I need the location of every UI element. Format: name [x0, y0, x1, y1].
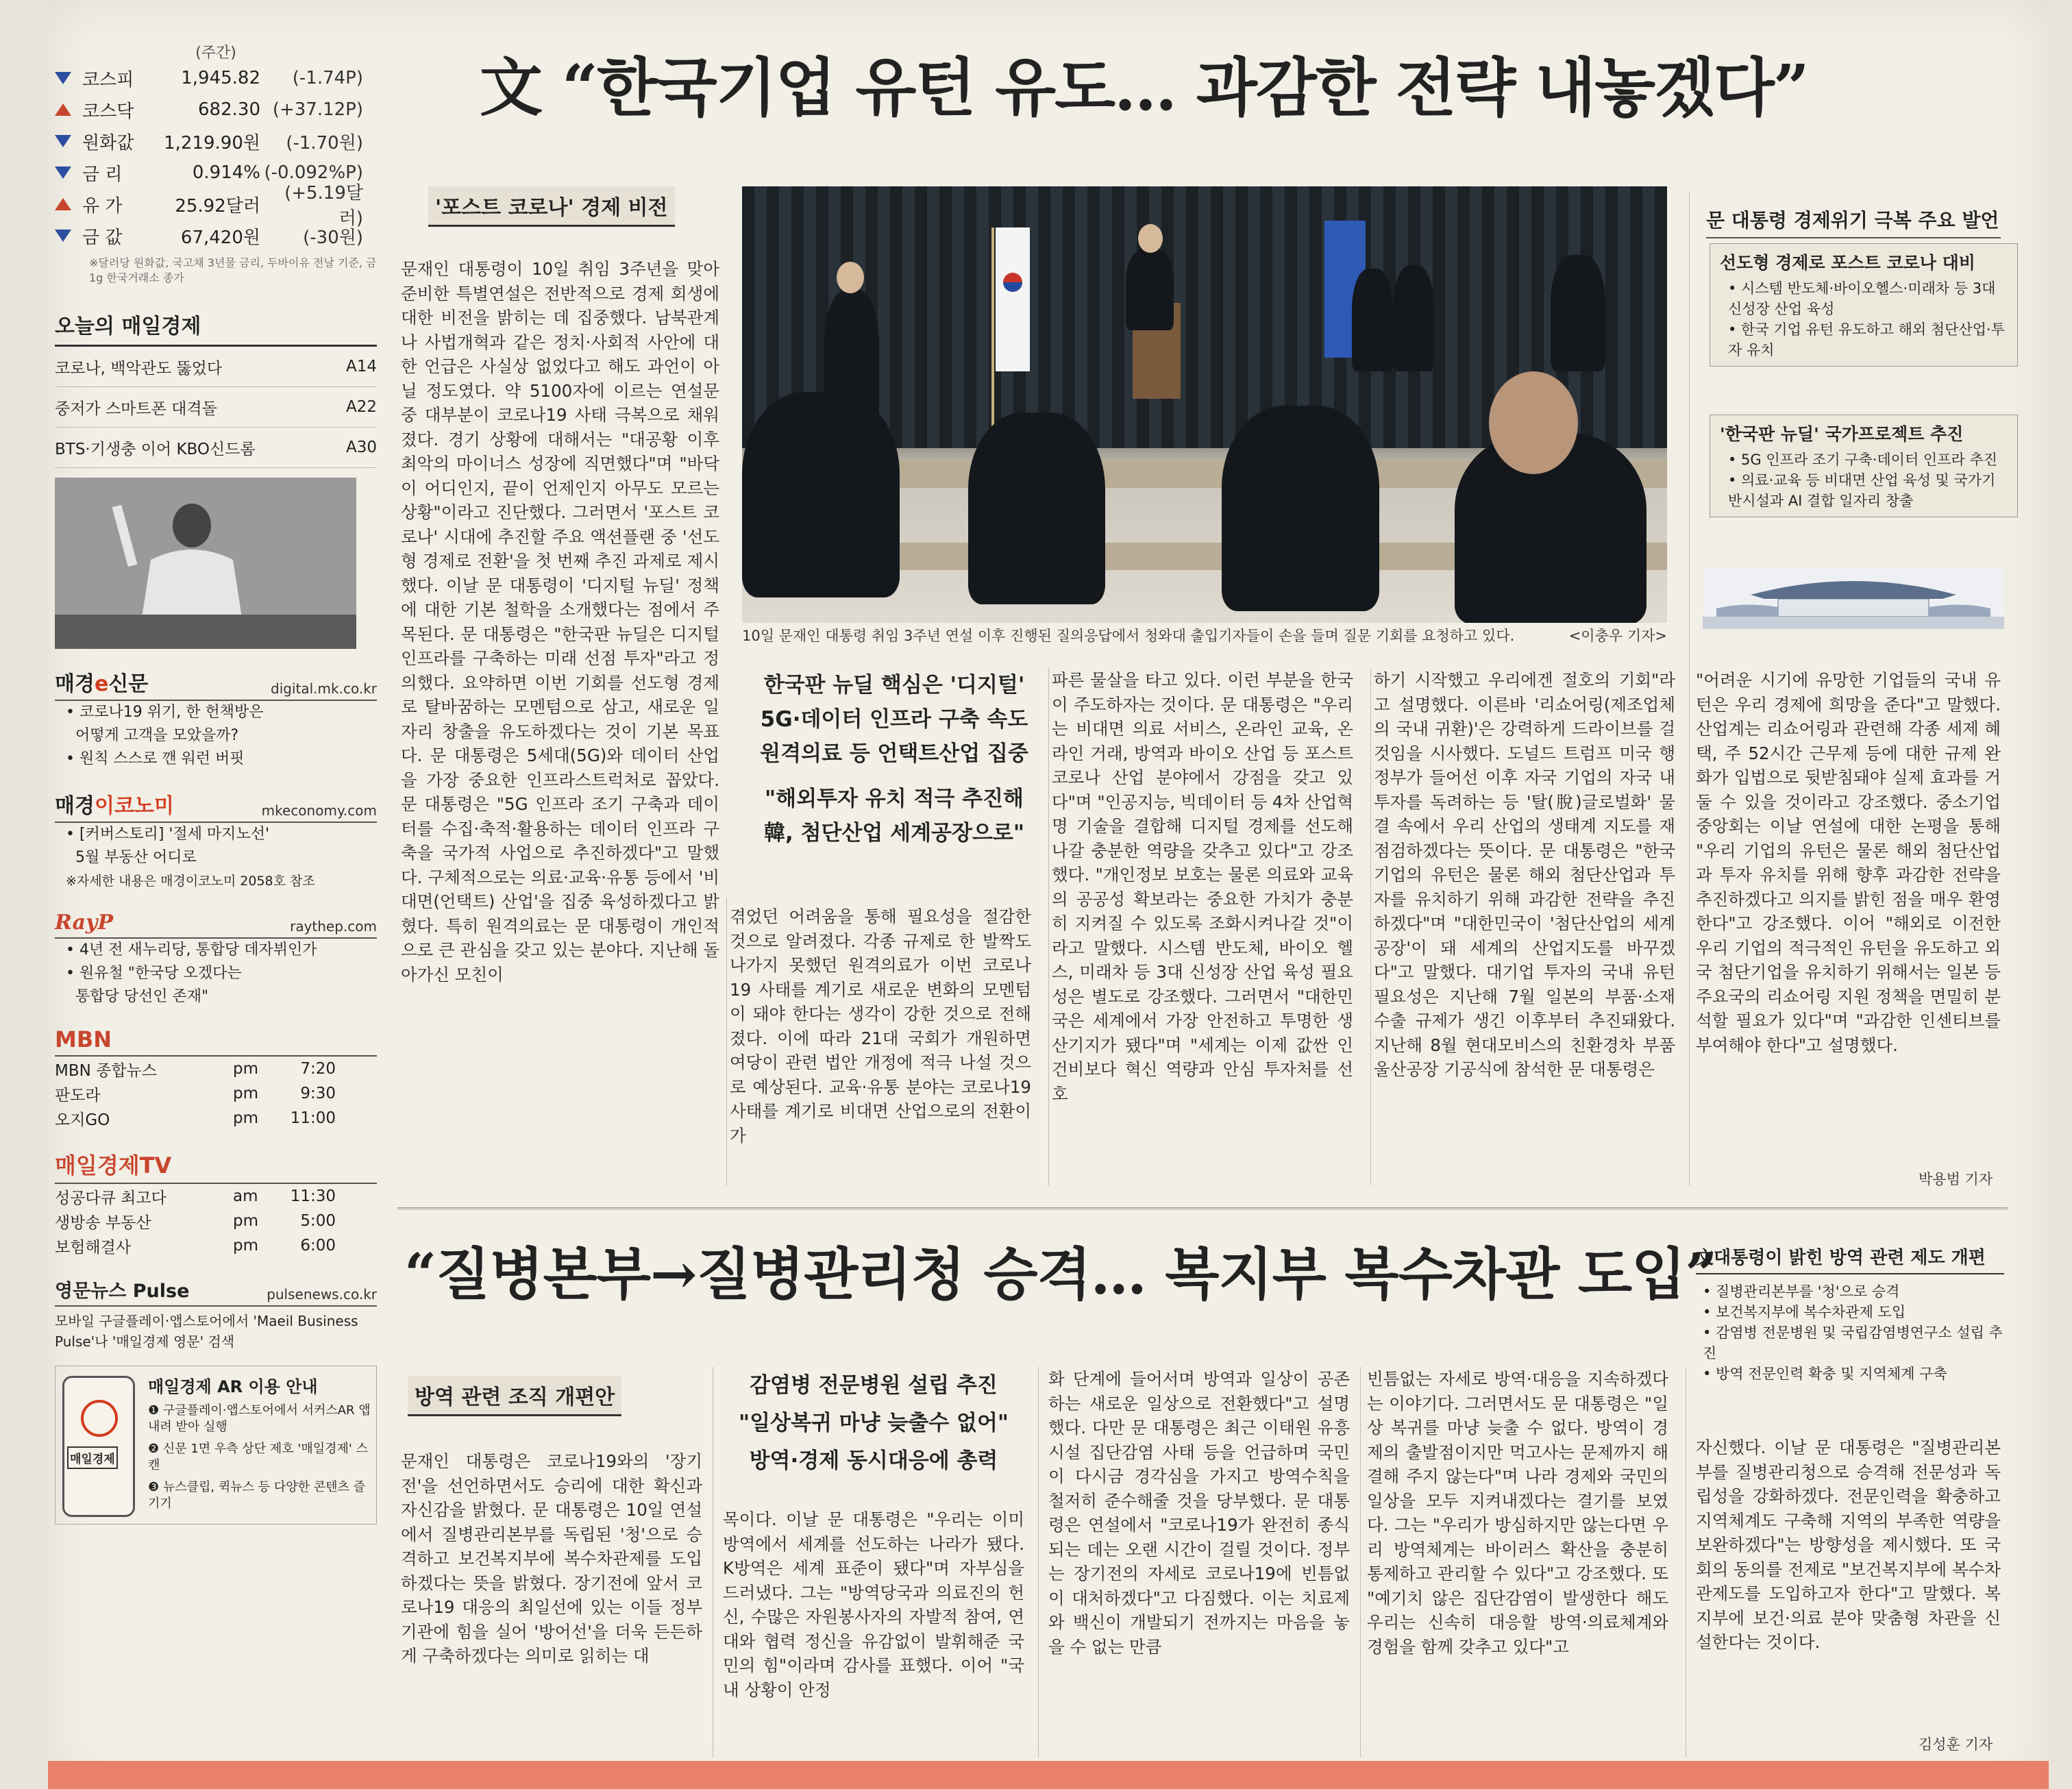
person-figure	[1352, 269, 1393, 371]
index-name: 코스닥	[82, 101, 134, 122]
index-change: (-0.092%P)	[264, 162, 363, 183]
article1-subheads	[743, 668, 1045, 850]
section-divider	[397, 1207, 2008, 1209]
today-title: 오늘의 매일경제	[55, 309, 377, 347]
program-time: 6:00	[300, 1237, 336, 1255]
article2-kicker: 방역 관련 조직 개편안	[408, 1376, 621, 1416]
article2-byline: 김성훈 기자	[1919, 1736, 1993, 1753]
reporter-head	[1489, 371, 1578, 474]
subhead-line: "해외투자 유치 적극 추진해	[765, 787, 1024, 811]
index-name: 금 리	[82, 164, 123, 185]
article2-column-3: 화 단계에 들어서며 방역과 일상이 공존하는 새로운 일상으로 전환했다"고 설명했다. 다만 문 대통령은 최근 이태원 유흥시설 집단감염 사태 등을 언급하며 국민이 다시금 경각심을 가지고 방역수칙을 철저히 준수해줄 것을 당부했다. 문 대통령은 연설에서 "코로나19가 완전히 종식되는 데는 오랜 시간이 걸릴 것이다. 정부는 장기전의 자세로 코로나19에 빈틈없이 대처하겠다"고 다짐했다. 이는 치료제와 백신이 개발되기 전까지는 마음을 놓을 수 없는 만큼	[1048, 1369, 1350, 1657]
subhead-line: 감염병 전문병원 설립 추진	[750, 1373, 998, 1398]
today-item	[55, 428, 377, 468]
tv-schedule-row	[55, 1209, 377, 1233]
bottom-advert-strip	[48, 1761, 2049, 1789]
triangle-up-icon	[55, 103, 71, 116]
index-row	[55, 62, 377, 94]
today-item-page: A30	[345, 439, 377, 456]
today-list	[55, 347, 377, 468]
indices-title: (주간)	[195, 45, 236, 62]
program-ampm: pm	[233, 1085, 259, 1102]
index-value: 1,945.82	[181, 68, 260, 88]
economy-header	[55, 789, 377, 823]
speaker-head	[1138, 224, 1163, 253]
sidebox2	[1696, 1244, 2004, 1384]
subhead-line: 韓, 첨단산업 세계공장으로"	[764, 821, 1024, 846]
index-name: 유 가	[82, 195, 123, 217]
program-ampm: am	[233, 1187, 258, 1205]
index-change: (-1.74P)	[292, 68, 363, 88]
index-name: 코스피	[82, 69, 134, 90]
program-time: 11:00	[290, 1109, 336, 1127]
mktv-schedule	[55, 1184, 377, 1258]
triangle-up-icon	[55, 198, 71, 210]
reporter-figure	[742, 392, 900, 597]
rayp-url[interactable]: raythep.com	[290, 918, 377, 935]
tv-schedule-row	[55, 1233, 377, 1258]
article2-subheads	[723, 1367, 1024, 1480]
program-time: 11:30	[290, 1187, 336, 1205]
economy-url[interactable]: mkeconomy.com	[261, 802, 377, 819]
index-name: 원화값	[82, 132, 134, 153]
sidebox1-item: • 의료·교육 등 비대면 산업 육성 및 국가기반시설과 AI 결합 일자리 창출	[1728, 472, 1996, 509]
rayp-item: • 원유철 "한국당 오겠다는	[66, 965, 242, 982]
rayp-item: 통합당 당선인 존재"	[75, 988, 209, 1005]
program-name: 판도라	[55, 1086, 101, 1105]
today-item-text: 중저가 스마트폰 대격돌	[55, 399, 217, 418]
ar-guide-box	[55, 1366, 377, 1525]
phone-label: 매일경제	[67, 1446, 118, 1469]
caption-text: 10일 문재인 대통령 취임 3주년 연설 이후 진행된 질의응답에서 청와대 출입기자들이 손을 들며 질문 기회를 요청하고 있다.	[742, 628, 1515, 644]
epaper-name: 매경e신문	[55, 672, 149, 696]
article1-byline: 박용범 기자	[1919, 1171, 1993, 1187]
ar-logo-icon	[81, 1400, 118, 1437]
subhead-line: 방역·경제 동시대응에 총력	[749, 1448, 998, 1473]
sidebox1-group	[1710, 243, 2018, 367]
pulse-url[interactable]: pulsenews.co.kr	[267, 1286, 377, 1303]
index-row	[55, 220, 377, 251]
economy-item: 5월 부동산 어디로	[75, 849, 197, 866]
mktv-title: 매일경제TV	[55, 1148, 377, 1184]
program-name: MBN 종합뉴스	[55, 1061, 158, 1080]
speaker-figure	[1126, 248, 1174, 330]
index-row	[55, 183, 377, 229]
sidebox1-item: • 5G 인프라 조기 구축·데이터 인프라 추진	[1728, 452, 1998, 468]
program-name: 보험해결사	[55, 1238, 132, 1257]
today-item-text: 코로나, 백악관도 뚫었다	[55, 359, 223, 378]
epaper-item: • 코로나19 위기, 한 헌책방은	[66, 704, 264, 721]
program-time: 9:30	[300, 1085, 336, 1102]
article2-column-2: 목이다. 이날 문 대통령은 "우리는 이미 방역에서 세계를 선도하는 나라가 됐다. K방역은 세계 표준이 됐다"며 자부심을 드러냈다. 그는 "방역당국과 의료진의 헌신, 수많은 자원봉사자의 자발적 참여, 연대와 협력 정신을 유감없이 발휘해준 국민의 힘"이라며 감사를 표했다. 이어 "국내 상황이 안정	[723, 1509, 1024, 1700]
article2-headline: “질병본부→질병관리청 승격… 복지부 복수차관 도입”	[404, 1242, 1717, 1307]
program-time: 5:00	[300, 1212, 336, 1230]
korean-flag-icon	[996, 227, 1030, 371]
index-value: 67,420원	[180, 227, 260, 248]
program-name: 성공다큐 최고다	[55, 1189, 166, 1207]
pulse-name: 영문뉴스 Pulse	[55, 1281, 190, 1302]
tv-schedule-row	[55, 1106, 377, 1131]
sidebox2-item: • 감염병 전문병원 및 국립감염병연구소 설립 추진	[1703, 1324, 2003, 1361]
blue-house-icon	[1703, 567, 2004, 629]
person-head	[837, 262, 864, 293]
mbn-schedule	[55, 1057, 377, 1131]
ar-step: ❶ 구글플레이·앱스토어에서 서커스AR 앱 내려 받아 실행	[148, 1403, 371, 1434]
article2-column-4: 빈틈없는 자세로 방역·대응을 지속하겠다는 이야기다. 그러면서도 문 대통령은 "일상 복귀를 마냥 늦출 수 없다. 방역이 경제의 출발점이지만 먹고사는 문제까지 해결해 주지 않는다"며 나라 경제와 국민의 일상을 모두 지켜내겠다는 결기를 보였다. 그는 "우리가 방심하지만 않는다면 우리 방역체계는 바이러스 확산을 충분히 통제하고 관리할 수 있다"고 강조했다. 또 "예기치 않은 집단감염이 발생한다 해도 우리는 신속히 대응할 방역·의료체계와 경험을 함께 갖추고 있다"고	[1367, 1369, 1668, 1657]
reporter-figure	[968, 412, 1105, 604]
sidebox2-title: 文대통령이 밝힌 방역 관련 제도 개편	[1696, 1244, 2004, 1274]
rayp-name: RayP	[55, 911, 114, 935]
rayp-item: • 4년 전 새누리당, 통합당 데자뷔인가	[66, 941, 317, 959]
article1-column-2: 겪었던 어려움을 통해 필요성을 절감한 것으로 알려졌다. 각종 규제로 한 발짝도 나가지 못했던 원격의료가 이번 코로나19 사태를 계기로 새로운 변화의 모멘텀이 돼야 한다는 생각이 강한 것으로 전해졌다. 이에 따라 21대 국회가 개원하면 여당이 관련 법안 개정에 적극 나설 것으로 예상된다. 교육·유통 분야는 코로나19 사태를 계기로 비대면 산업으로의 전환이 가	[730, 906, 1031, 1146]
subhead-line: 5G·데이터 인프라 구축 속도	[760, 707, 1028, 732]
epaper-header	[55, 667, 377, 701]
phone-icon	[62, 1376, 135, 1517]
program-ampm: pm	[233, 1109, 259, 1127]
economy-note: ※자세한 내용은 매경이코노미 2058호 참조	[66, 874, 315, 889]
person-figure	[1393, 265, 1434, 371]
photo-caption	[742, 625, 1667, 645]
program-ampm: pm	[233, 1237, 259, 1255]
ar-step: ❸ 뉴스클립, 퀵뉴스 등 다양한 콘텐츠 즐기기	[148, 1480, 366, 1511]
epaper-url[interactable]: digital.mk.co.kr	[271, 680, 377, 697]
market-indices	[55, 62, 377, 251]
person-figure	[1551, 255, 1605, 371]
ar-title: 매일경제 AR 이용 안내	[148, 1377, 318, 1396]
today-item-page: A14	[345, 358, 377, 375]
rayp-header	[55, 911, 377, 939]
program-ampm: pm	[233, 1212, 259, 1230]
index-value: 1,219.90원	[164, 132, 260, 153]
triangle-down-icon	[55, 166, 71, 179]
sidebox1-group-head: 선도형 경제로 포스트 코로나 대비	[1720, 253, 1975, 273]
index-row	[55, 125, 377, 157]
index-value: 25.92달러	[175, 195, 260, 217]
sidebox2-item: • 방역 전문인력 확충 및 지역체계 구축	[1703, 1366, 1947, 1382]
sidebox1-item: • 한국 기업 유턴 유도하고 해외 첨단산업·투자 유치	[1728, 321, 2005, 358]
indices-note: ※달러당 원화값, 국고채 3년물 금리, 두바이유 전날 기준, 금1g 한국거래소 종가	[89, 256, 377, 284]
baseball-player-photo	[55, 478, 356, 649]
pulse-header	[55, 1276, 377, 1307]
subhead-line: 원격의료 등 언택트산업 집중	[760, 741, 1028, 766]
triangle-down-icon	[55, 135, 71, 147]
sidebox2-item: • 보건복지부에 복수차관제 도입	[1703, 1304, 1906, 1320]
index-change: (-30원)	[303, 227, 363, 248]
economy-name: 매경이코노미	[55, 794, 174, 818]
sidebox1-item: • 시스템 반도체·바이오헬스·미래차 등 3대 신성장 산업 육성	[1728, 280, 1996, 317]
program-name: 생방송 부동산	[55, 1213, 151, 1232]
tv-schedule-row	[55, 1081, 377, 1106]
today-item-text: BTS·기생충 이어 KBO신드롬	[55, 440, 256, 458]
subhead-line: "일상복귀 마냥 늦출수 없어"	[738, 1411, 1009, 1435]
today-item-page: A22	[345, 398, 377, 416]
tv-schedule-row	[55, 1184, 377, 1209]
article1-column-3: 파른 물살을 타고 있다. 이런 부분을 한국이 주도하자는 것이다. 문 대통령은 "우리는 비대면 의료 서비스, 온라인 교육, 온라인 거래, 방역과 바이오 산업 등 포스트 코로나 산업 분야에서 강점을 갖고 있다"며 "인공지능, 빅데이터 등 4차 산업혁명 기술을 결합해 디지털 경제를 선도해나갈 충분한 역량을 갖추고 있다"고 강조했다. "개인정보 보호는 물론 의료와 교육의 공공성 확보라는 중요한 가치가 충분히 지켜질 수 있도록 조화시켜나갈 것"이라고 말했다. 시스템 반도체, 바이오 헬스, 미래차 등 3대 신성장 산업 육성 필요성은 별도로 강조했다. 그러면서 "대한민국은 세계에서 가장 안전하고 투명한 생산기지가 됐다"며 "세계는 이제 값싼 인건비보다 혁신 역량과 안심 투자처를 선호	[1052, 670, 1353, 1104]
program-time: 7:20	[300, 1060, 336, 1078]
reporter-figure	[1222, 406, 1379, 611]
article2-column-1: 문재인 대통령은 코로나19와의 '장기전'을 선언하면서도 승리에 대한 확신과 자신감을 밝혔다. 문 대통령은 10일 연설에서 질병관리본부를 독립된 '청'으로 승격하고 보건복지부에 복수차관제를 도입하겠다는 뜻을 밝혔다. 장기전에 앞서 코로나19 대응의 최일선에 있는 이들 정부기관에 힘을 실어 '방어선'을 더욱 든든하게 구축하겠다는 의미로 읽히는 대	[401, 1451, 702, 1666]
index-change: (-1.70원)	[286, 132, 363, 153]
economy-item: • [커버스토리] '절세 마지노선'	[66, 826, 269, 843]
triangle-down-icon	[55, 230, 71, 242]
article2-column-5: 자신했다. 이날 문 대통령은 "질병관리본부를 질병관리청으로 승격해 전문성과 독립성을 강화하겠다. 전문인력을 확충하고 지역체계도 구축해 지역의 부족한 역량을 보완하겠다"는 방향성을 제시했다. 또 국회의 동의를 전제로 "보건복지부에 복수차관제도를 도입하고자 한다"고 말했다. 복지부에 보건·의료 분야 맞춤형 차관을 신설한다는 것이다.	[1696, 1438, 2001, 1652]
sidebox1-group-head: '한국판 뉴딜' 국가프로젝트 추진	[1720, 424, 1964, 444]
subhead-line: 한국판 뉴딜 핵심은 '디지털'	[763, 673, 1025, 698]
left-sidebar	[55, 41, 377, 1525]
epaper-item: • 원칙 스스로 깬 워런 버핏	[66, 750, 245, 767]
epaper-item: 어떻게 고객을 모았을까?	[75, 727, 239, 744]
article1-column-4: 하기 시작했고 우리에겐 절호의 기회"라고 설명했다. 이른바 '리쇼어링(제조업체의 국내 귀환)'은 강력하게 드라이브를 걸 것임을 시사했다. 도널드 트럼프 미국 행정부가 들어선 이후 자국 기업의 자국 내 투자를 독려하는 등 '탈(脫)글로벌화' 물결 속에서 우리 산업의 생태계 지도를 재점검하겠다는 뜻이다. 문 대통령은 "한국 기업의 유턴은 물론 해외 첨단산업과 투자를 유치하기 위해 과감한 전략을 추진하겠다"며 "대한민국이 '첨단산업의 세계공장'이 돼 세계의 산업지도를 바꾸겠다"고 말했다. 대기업 투자의 국내 유턴 필요성은 지난해 7월 일본의 부품·소재 수출 규제가 생긴 이후부터 추진돼왔다. 지난해 8월 현대모비스의 친환경차 부품 울산공장 기공식에 참석한 문 대통령은	[1374, 670, 1675, 1079]
player-silhouette-icon	[55, 478, 356, 649]
triangle-down-icon	[55, 72, 71, 84]
index-name: 금 값	[82, 227, 123, 248]
article1-column-5: "어려운 시기에 유망한 기업들의 국내 유턴은 우리 경제에 희망을 준다"고 말했다. 산업계는 리쇼어링과 관련해 각종 세제 혜택, 주 52시간 근무제 등에 대한 규제 완화가 입법으로 뒷받침돼야 실제 효과를 거둘 수 있을 것이라고 강조했다. 중소기업중앙회는 이날 연설에 대한 논평을 통해 "우리 기업의 유턴은 물론 해외 첨단산업과 투자 유치를 위해 향후 과감한 전략을 추진하겠다고 의지를 밝힌 점을 매우 환영한다"고 강조했다. 이어 "해외로 이전한 우리 기업의 적극적인 유턴을 유도하고 외국 첨단기업을 유치하기 위해서는 일본 등 주요국의 리쇼어링 지원 정책을 면밀히 분석할 필요가 있다"며 "과감한 인센티브를 부여해야 한다"고 설명했다.	[1696, 670, 2001, 1055]
today-item	[55, 387, 377, 428]
sidebox1-title: 문 대통령 경제위기 극복 주요 발언	[1706, 206, 2001, 238]
caption-credit: <이충우 기자>	[1568, 628, 1667, 644]
index-change: (+37.12P)	[272, 99, 363, 120]
pulse-desc: 모바일 구글플레이·앱스토어에서 'Maeil Business Pulse'나 '매일경제 영문' 검색	[55, 1313, 358, 1350]
index-row	[55, 94, 377, 125]
press-conference-photo	[742, 186, 1667, 623]
ar-step: ❷ 신문 1면 우측 상단 제호 '매일경제' 스캔	[148, 1442, 368, 1472]
ar-guide-text	[148, 1373, 372, 1518]
index-value: 682.30	[198, 99, 260, 120]
article1-headline: 文 “한국기업 유턴 유도… 과감한 전략 내놓겠다”	[480, 51, 1808, 125]
sidebox2-item: • 질병관리본부를 '청'으로 승격	[1703, 1283, 1900, 1300]
mbn-title: MBN	[55, 1026, 377, 1057]
index-value: 0.914%	[192, 162, 260, 183]
index-change: (+5.19달러)	[284, 183, 363, 229]
today-item	[55, 347, 377, 387]
article1-column-1: 문재인 대통령이 10일 취임 3주년을 맞아 준비한 특별연설은 전반적으로 경제 회생에 대한 비전을 밝히는 데 집중했다. 남북관계나 사법개혁과 같은 정치·사회적 사안에 대한 언급은 사실상 없었다고 해도 과언이 아닐 정도였다. 약 5100자에 이르는 연설문 중 대부분이 코로나19 사태 극복으로 채워졌다. 경기 상황에 대해서는 "대공황 이후 최악의 마이너스 성장에 직면했다"며 "바닥이 어디인지, 끝이 언제인지 아무도 모르는 상황"이라고 진단했다. 그러면서 '포스트 코로나' 시대에 추진할 주요 액션플랜 중 '선도형 경제로 전환'을 첫 번째 추진 과제로 제시했다. 이날 문 대통령이 '디지털 뉴딜' 정책에 대한 기본 철학을 소개했다는 점에서 주목된다. 문 대통령은 "한국판 뉴딜은 디지털 인프라를 구축하는 미래 선점 투자"라고 정의했다. 요약하면 이번 기회를 선도형 경제로 탈바꿈하는 모멘텀으로 삼고, 새로운 일자리 창출을 유도하겠다는 것이 기본 목표다. 문 대통령은 5세대(5G)와 데이터 산업을 가장 중요한 인프라스트럭처로 꼽았다. 문 대통령은 "5G 인프라 조기 구축과 데이터를 수집·축적·활용하는 데이터 인프라 구축을 국가적 사업으로 추진하겠다"고 말했다. 구체적으로는 의료·교육·유통 등에서 '비대면(언택트) 산업'을 집중 육성하겠다고 밝혔다. 특히 원격의료는 문 대통령이 개인적으로 큰 관심을 갖고 있는 분야다. 지난해 돌아가신 모친이	[401, 259, 719, 985]
sidebox1-group	[1710, 415, 2018, 517]
tv-schedule-row	[55, 1057, 377, 1081]
program-ampm: pm	[233, 1060, 259, 1078]
article1-kicker: '포스트 코로나' 경제 비전	[428, 186, 675, 227]
program-name: 오지GO	[55, 1111, 110, 1129]
